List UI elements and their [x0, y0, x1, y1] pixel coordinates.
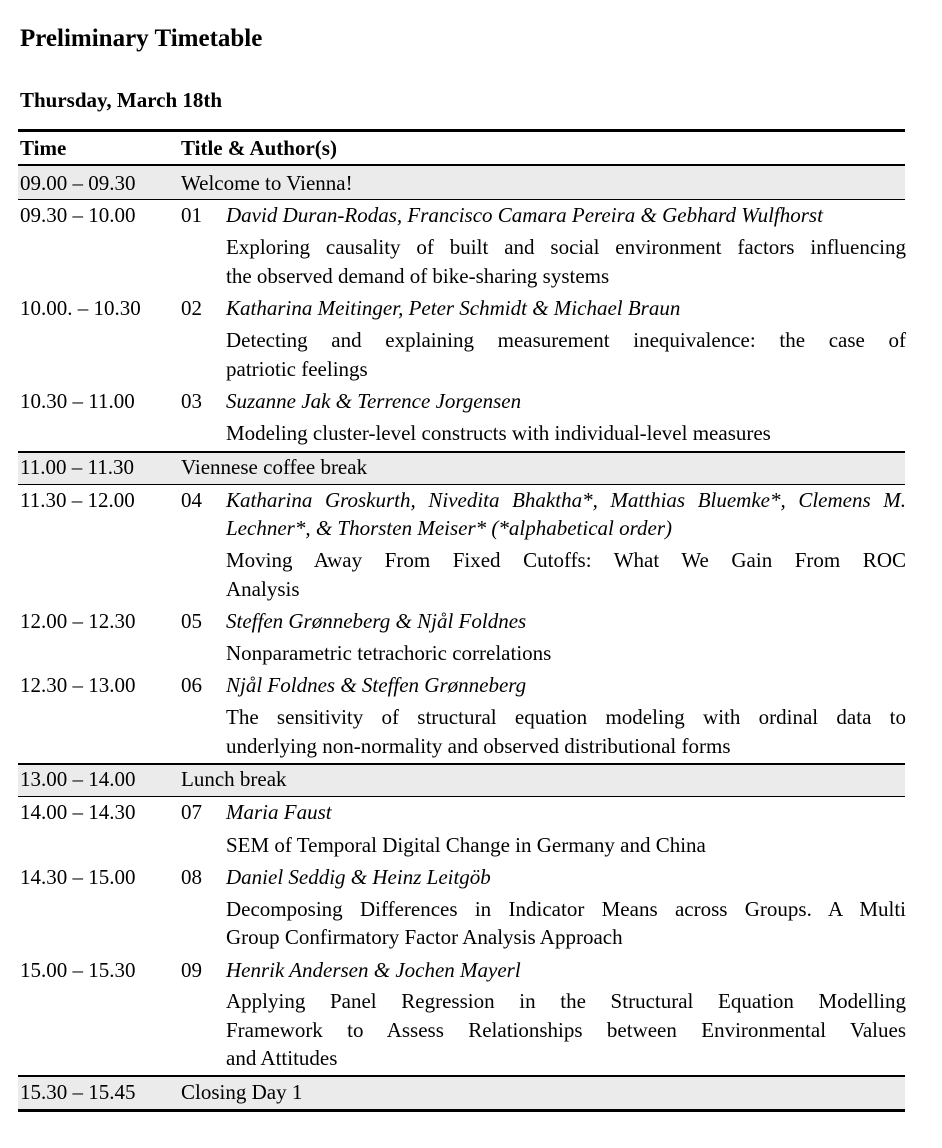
row-rule	[18, 199, 905, 200]
talk-number: 04	[181, 488, 202, 512]
talk-authors: Katharina Meitinger, Peter Schmidt & Michael Braun	[226, 296, 681, 320]
bottom-rule	[18, 1109, 905, 1112]
talk-authors: Suzanne Jak & Terrence Jorgensen	[226, 389, 522, 413]
talk-number: 05	[181, 609, 202, 633]
break-row-coffee	[18, 453, 905, 484]
talk-title: SEM of Temporal Digital Change in Germany and China	[226, 833, 706, 857]
talk-title: Applying Panel Regression in the Structural Equation Modelling	[226, 989, 906, 1013]
break-row-lunch	[18, 765, 905, 796]
page-title: Preliminary Timetable	[20, 25, 263, 52]
talk-title: The sensitivity of structural equation modeling with ordinal data to	[226, 705, 906, 729]
talk-number: 09	[181, 958, 202, 982]
row-rule	[18, 484, 905, 485]
talk-number: 06	[181, 673, 202, 697]
talk-time: 11.30 – 12.00	[20, 488, 135, 512]
talk-title: Nonparametric tetrachoric correlations	[226, 641, 552, 665]
break-time: 15.30 – 15.45	[20, 1080, 136, 1104]
talk-title: Analysis	[226, 577, 300, 601]
day-heading: Thursday, March 18th	[20, 88, 223, 112]
talk-title: patriotic feelings	[226, 357, 368, 381]
break-label: Lunch break	[181, 767, 287, 791]
break-label: Welcome to Vienna!	[181, 171, 353, 195]
talk-authors: Njål Foldnes & Steffen Grønneberg	[226, 673, 527, 697]
talk-title: Decomposing Differences in Indicator Means across Groups. A Multi	[226, 897, 906, 921]
break-time: 11.00 – 11.30	[20, 455, 134, 479]
talk-authors: David Duran-Rodas, Francisco Camara Pereira & Gebhard Wulfhorst	[226, 203, 823, 227]
talk-time: 12.00 – 12.30	[20, 609, 136, 633]
talk-title: Modeling cluster-level constructs with individual-level measures	[226, 421, 771, 445]
break-row-welcome	[18, 166, 905, 199]
talk-authors: Maria Faust	[226, 800, 332, 824]
talk-title: the observed demand of bike-sharing systems	[226, 264, 610, 288]
talk-authors: Steffen Grønneberg & Njål Foldnes	[226, 609, 527, 633]
talk-title: Detecting and explaining measurement inequivalence: the case of	[226, 328, 906, 352]
talk-number: 02	[181, 296, 202, 320]
talk-time: 10.00. – 10.30	[20, 296, 141, 320]
talk-number: 01	[181, 203, 202, 227]
column-header-title: Title & Author(s)	[181, 136, 337, 160]
talk-time: 14.00 – 14.30	[20, 800, 136, 824]
talk-title: underlying non-normality and observed distributional forms	[226, 734, 731, 758]
talk-number: 03	[181, 389, 202, 413]
talk-title: Group Confirmatory Factor Analysis Approach	[226, 925, 623, 949]
top-rule	[18, 129, 905, 132]
talk-authors: Lechner*, & Thorsten Meiser* (*alphabetical order)	[226, 516, 672, 540]
talk-number: 07	[181, 800, 202, 824]
talk-authors: Katharina Groskurth, Nivedita Bhaktha*, Matthias Bluemke*, Clemens M.	[226, 488, 906, 512]
talk-time: 14.30 – 15.00	[20, 865, 136, 889]
break-label: Viennese coffee break	[181, 455, 368, 479]
talk-number: 08	[181, 865, 202, 889]
talk-title: Exploring causality of built and social environment factors influencing	[226, 235, 906, 259]
break-time: 13.00 – 14.00	[20, 767, 136, 791]
talk-authors: Henrik Andersen & Jochen Mayerl	[226, 958, 521, 982]
break-label: Closing Day 1	[181, 1080, 303, 1104]
talk-title: Framework to Assess Relationships between Environmental Values	[226, 1018, 906, 1042]
talk-time: 15.00 – 15.30	[20, 958, 136, 982]
talk-title: and Attitudes	[226, 1046, 338, 1070]
talk-authors: Daniel Seddig & Heinz Leitgöb	[226, 865, 491, 889]
talk-time: 10.30 – 11.00	[20, 389, 135, 413]
row-rule	[18, 796, 905, 797]
column-header-time: Time	[20, 136, 67, 160]
break-time: 09.00 – 09.30	[20, 171, 136, 195]
break-row-closing	[18, 1077, 905, 1109]
talk-time: 09.30 – 10.00	[20, 203, 136, 227]
talk-title: Moving Away From Fixed Cutoffs: What We Gain From ROC	[226, 548, 906, 572]
talk-time: 12.30 – 13.00	[20, 673, 136, 697]
